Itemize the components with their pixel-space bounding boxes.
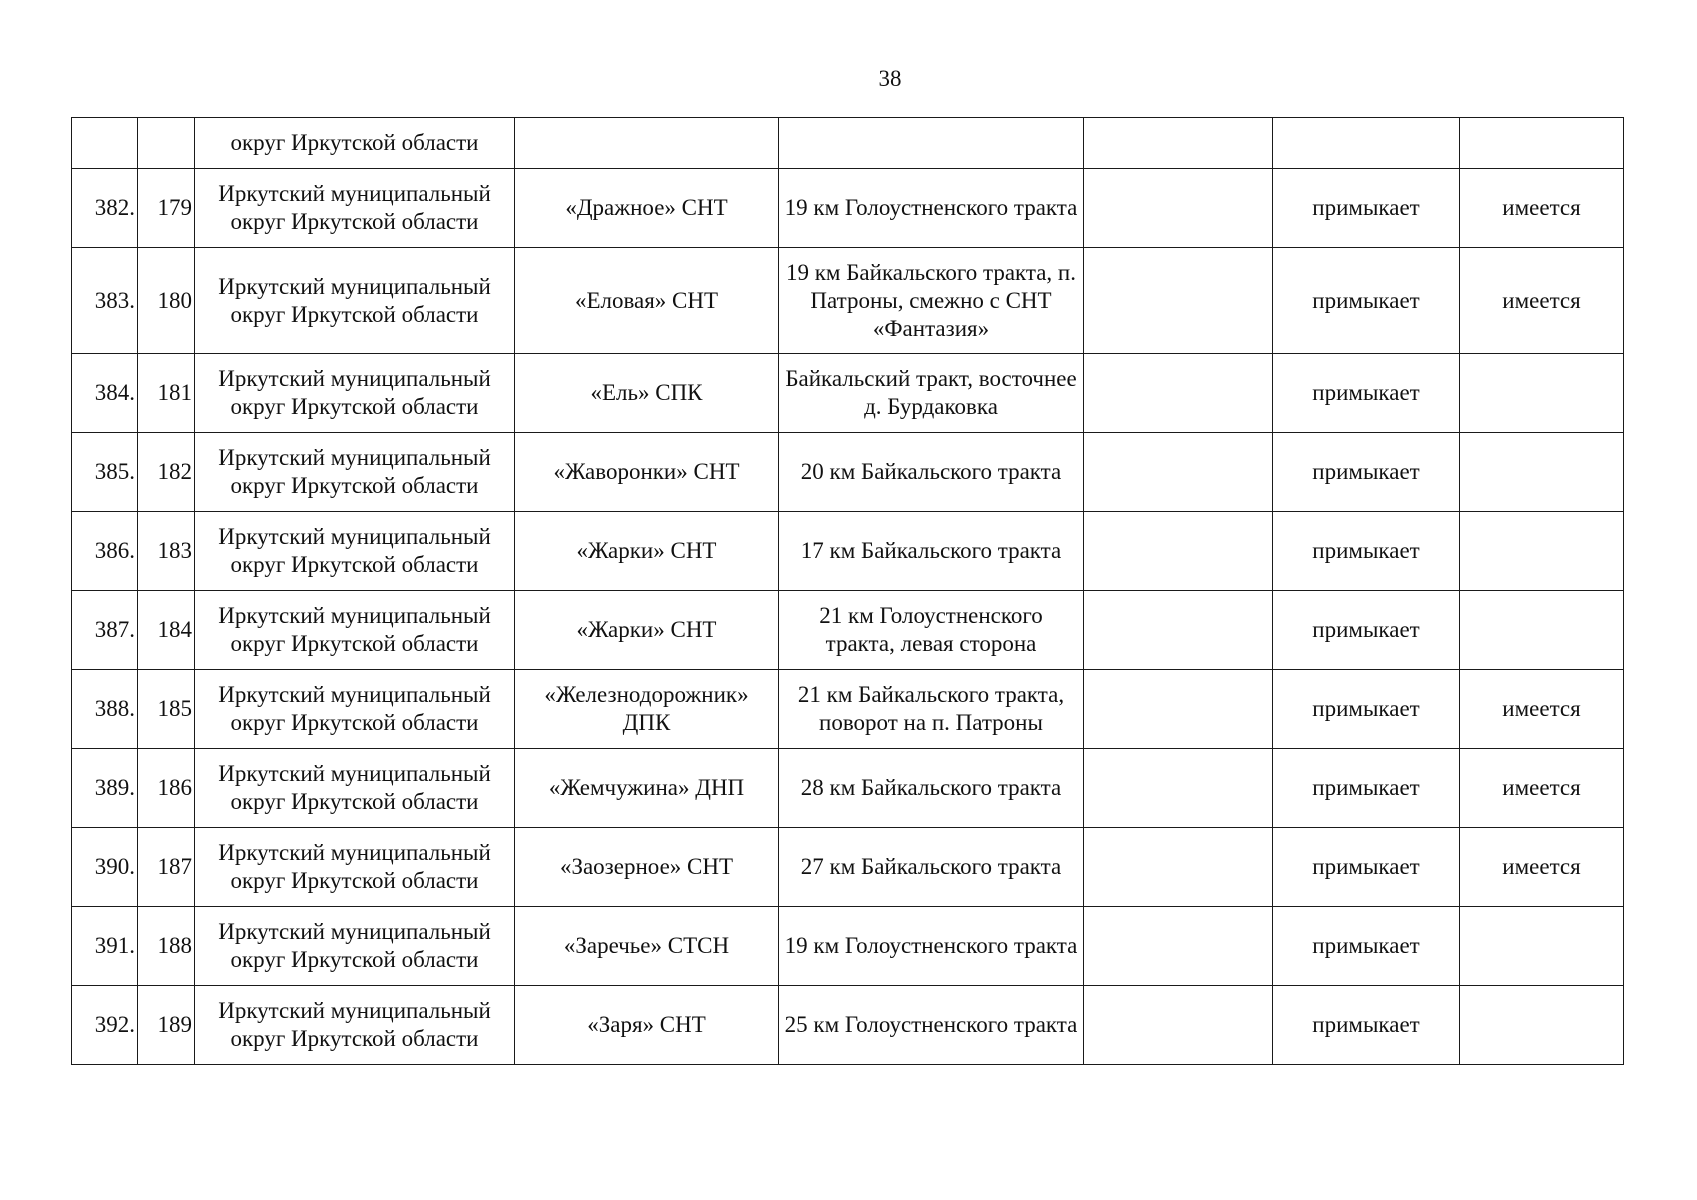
cell-location [779, 118, 1084, 169]
cell-sub-number: 187 [138, 828, 195, 907]
cell-adjacency: примыкает [1273, 354, 1460, 433]
cell-name: «Жарки» СНТ [515, 591, 779, 670]
cell-col6 [1084, 828, 1273, 907]
cell-number: 386. [72, 512, 138, 591]
cell-number: 392. [72, 986, 138, 1065]
cell-sub-number: 184 [138, 591, 195, 670]
cell-availability [1460, 591, 1624, 670]
cell-name: «Железнодорожник» ДПК [515, 670, 779, 749]
cell-district: Иркутский муниципальный округ Иркутской области [195, 670, 515, 749]
cell-location: 25 км Голоустненского тракта [779, 986, 1084, 1065]
cell-availability [1460, 354, 1624, 433]
cell-availability [1460, 512, 1624, 591]
cell-col6 [1084, 169, 1273, 248]
cell-name [515, 118, 779, 169]
cell-district: Иркутский муниципальный округ Иркутской области [195, 749, 515, 828]
cell-name: «Жемчужина» ДНП [515, 749, 779, 828]
cell-number: 389. [72, 749, 138, 828]
cell-district: Иркутский муниципальный округ Иркутской области [195, 591, 515, 670]
cell-location: 19 км Голоустненского тракта [779, 907, 1084, 986]
cell-district: округ Иркутской области [195, 118, 515, 169]
cell-sub-number: 182 [138, 433, 195, 512]
cell-location: 20 км Байкальского тракта [779, 433, 1084, 512]
cell-availability [1460, 986, 1624, 1065]
cell-sub-number: 180 [138, 248, 195, 354]
cell-col6 [1084, 248, 1273, 354]
cell-number: 382. [72, 169, 138, 248]
cell-district: Иркутский муниципальный округ Иркутской области [195, 354, 515, 433]
cell-number: 384. [72, 354, 138, 433]
cell-district: Иркутский муниципальный округ Иркутской области [195, 248, 515, 354]
cell-adjacency: примыкает [1273, 749, 1460, 828]
table-row [72, 749, 1624, 828]
registry-table [71, 117, 1624, 1065]
cell-district: Иркутский муниципальный округ Иркутской области [195, 512, 515, 591]
cell-availability [1460, 433, 1624, 512]
cell-sub-number: 185 [138, 670, 195, 749]
cell-availability: имеется [1460, 670, 1624, 749]
cell-adjacency: примыкает [1273, 828, 1460, 907]
cell-name: «Жаворонки» СНТ [515, 433, 779, 512]
table-row [72, 828, 1624, 907]
cell-sub-number [138, 118, 195, 169]
table-row [72, 986, 1624, 1065]
table-row [72, 591, 1624, 670]
cell-number [72, 118, 138, 169]
cell-sub-number: 186 [138, 749, 195, 828]
cell-number: 390. [72, 828, 138, 907]
cell-sub-number: 181 [138, 354, 195, 433]
cell-sub-number: 188 [138, 907, 195, 986]
cell-sub-number: 183 [138, 512, 195, 591]
cell-location: 19 км Байкальского тракта, п. Патроны, смежно с СНТ «Фантазия» [779, 248, 1084, 354]
cell-number: 385. [72, 433, 138, 512]
cell-sub-number: 179 [138, 169, 195, 248]
cell-district: Иркутский муниципальный округ Иркутской области [195, 907, 515, 986]
cell-name: «Еловая» СНТ [515, 248, 779, 354]
cell-availability [1460, 907, 1624, 986]
cell-location: 27 км Байкальского тракта [779, 828, 1084, 907]
cell-district: Иркутский муниципальный округ Иркутской области [195, 433, 515, 512]
cell-col6 [1084, 118, 1273, 169]
cell-adjacency: примыкает [1273, 670, 1460, 749]
cell-col6 [1084, 354, 1273, 433]
cell-location: 21 км Голоустненского тракта, левая сторона [779, 591, 1084, 670]
cell-sub-number: 189 [138, 986, 195, 1065]
cell-availability: имеется [1460, 248, 1624, 354]
cell-number: 391. [72, 907, 138, 986]
cell-name: «Дражное» СНТ [515, 169, 779, 248]
cell-col6 [1084, 433, 1273, 512]
cell-district: Иркутский муниципальный округ Иркутской области [195, 986, 515, 1065]
cell-name: «Заря» СНТ [515, 986, 779, 1065]
registry-table-body [72, 118, 1624, 1065]
cell-col6 [1084, 907, 1273, 986]
table-row [72, 512, 1624, 591]
cell-availability: имеется [1460, 749, 1624, 828]
cell-name: «Заречье» СТСН [515, 907, 779, 986]
table-row [72, 354, 1624, 433]
cell-name: «Жарки» СНТ [515, 512, 779, 591]
cell-location: 19 км Голоустненского тракта [779, 169, 1084, 248]
cell-col6 [1084, 512, 1273, 591]
cell-district: Иркутский муниципальный округ Иркутской области [195, 169, 515, 248]
cell-adjacency: примыкает [1273, 591, 1460, 670]
continuation-row [72, 118, 1624, 169]
cell-location: Байкальский тракт, восточнее д. Бурдаковка [779, 354, 1084, 433]
cell-adjacency: примыкает [1273, 907, 1460, 986]
cell-adjacency: примыкает [1273, 169, 1460, 248]
cell-name: «Заозерное» СНТ [515, 828, 779, 907]
cell-number: 388. [72, 670, 138, 749]
cell-location: 17 км Байкальского тракта [779, 512, 1084, 591]
table-row [72, 907, 1624, 986]
cell-adjacency [1273, 118, 1460, 169]
cell-col6 [1084, 591, 1273, 670]
table-row [72, 670, 1624, 749]
cell-col6 [1084, 986, 1273, 1065]
cell-district: Иркутский муниципальный округ Иркутской области [195, 828, 515, 907]
cell-adjacency: примыкает [1273, 512, 1460, 591]
cell-col6 [1084, 749, 1273, 828]
cell-location: 21 км Байкальского тракта, поворот на п. Патроны [779, 670, 1084, 749]
page-number: 38 [878, 66, 902, 91]
cell-name: «Ель» СПК [515, 354, 779, 433]
cell-number: 387. [72, 591, 138, 670]
table-row [72, 248, 1624, 354]
cell-availability: имеется [1460, 169, 1624, 248]
cell-adjacency: примыкает [1273, 248, 1460, 354]
cell-availability [1460, 118, 1624, 169]
cell-availability: имеется [1460, 828, 1624, 907]
table-row [72, 433, 1624, 512]
cell-col6 [1084, 670, 1273, 749]
table-row [72, 169, 1624, 248]
cell-location: 28 км Байкальского тракта [779, 749, 1084, 828]
cell-adjacency: примыкает [1273, 986, 1460, 1065]
cell-adjacency: примыкает [1273, 433, 1460, 512]
cell-number: 383. [72, 248, 138, 354]
